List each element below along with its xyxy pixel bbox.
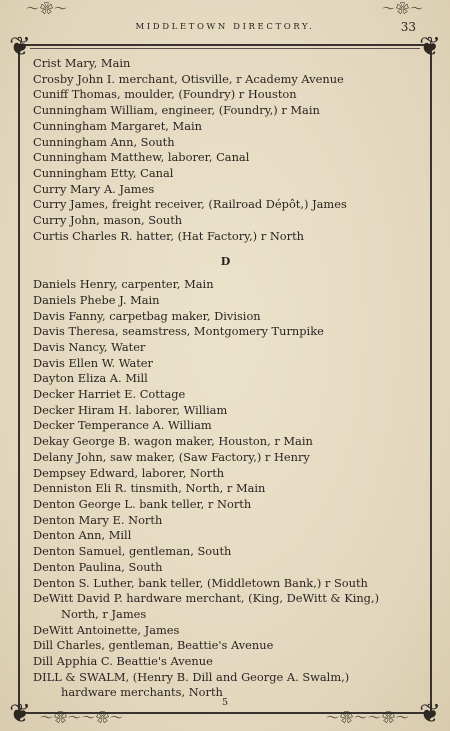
list-item: Cunningham Etty, Canal [33, 165, 174, 180]
list-item: Davis Theresa, seamstress, Montgomery Turnpike [33, 324, 324, 339]
list-item: Denniston Eli R. tinsmith, North, r Main [33, 481, 266, 496]
list-item: Denton Samuel, gentleman, South [33, 544, 232, 559]
list-item: Crosby John I. merchant, Otisville, r Academy Avenue [33, 71, 344, 86]
list-item-continuation: hardware merchants, North [61, 685, 223, 700]
running-head: MIDDLETOWN DIRECTORY. [135, 22, 315, 32]
list-item: Davis Nancy, Water [33, 339, 146, 354]
flourish-ornament-icon: 〜❀〜 [26, 2, 69, 17]
list-item: Delany John, saw maker, (Saw Factory,) r Henry [33, 449, 310, 464]
list-item: Curry Mary A. James [33, 181, 155, 196]
list-item: Dill Apphia C. Beattie's Avenue [33, 654, 213, 669]
directory-entries [33, 56, 418, 701]
border-top [20, 44, 430, 46]
page-number: 33 [400, 20, 416, 34]
list-item: DeWitt Antoinette, James [33, 622, 180, 637]
signature-mark: 5 [221, 697, 229, 708]
corner-ornament-icon: ❦ [9, 699, 31, 729]
list-item: Cunningham Ann, South [33, 134, 175, 149]
list-item: DeWitt David P. hardware merchant, (King, DeWitt & King,) [33, 591, 380, 606]
list-item: Davis Fanny, carpetbag maker, Division [33, 308, 261, 323]
flourish-ornament-icon: 〜❀〜〜❀〜 [40, 711, 125, 726]
flourish-ornament-icon: 〜❀〜 [381, 2, 424, 17]
list-item: Decker Harriet E. Cottage [33, 387, 186, 402]
list-item: Cunningham Matthew, laborer, Canal [33, 150, 250, 165]
list-item: Curry James, freight receiver, (Railroad Dépôt,) James [33, 197, 347, 212]
corner-ornament-icon: ❦ [419, 699, 441, 729]
list-item: Denton Ann, Mill [33, 528, 132, 543]
list-item: Denton Mary E. North [33, 512, 163, 527]
section-heading: D [220, 255, 231, 269]
list-item: Denton Paulina, South [33, 559, 163, 574]
list-item: Curtis Charles R. hatter, (Hat Factory,) r North [33, 228, 304, 243]
page-header [0, 22, 450, 40]
list-item: Cuniff Thomas, moulder, (Foundry) r Houston [33, 87, 297, 102]
list-item: Davis Ellen W. Water [33, 355, 153, 370]
list-item: Dekay George B. wagon maker, Houston, r Main [33, 434, 313, 449]
corner-ornament-icon: ❦ [419, 32, 441, 62]
border-left [18, 44, 20, 714]
list-item: Dayton Eliza A. Mill [33, 371, 148, 386]
list-item: Curry John, mason, South [33, 213, 183, 228]
border-top-inner [30, 48, 420, 49]
list-item: DILL & SWALM, (Henry B. Dill and George A. Swalm,) [33, 669, 350, 684]
list-item: Decker Hiram H. laborer, William [33, 402, 228, 417]
list-item: Denton S. Luther, bank teller, (Middletown Bank,) r South [33, 575, 368, 590]
list-item: Daniels Phebe J. Main [33, 292, 160, 307]
border-right [430, 44, 432, 714]
list-item: Daniels Henry, carpenter, Main [33, 277, 214, 292]
list-item: Dempsey Edward, laborer, North [33, 465, 225, 480]
corner-ornament-icon: ❦ [9, 32, 31, 62]
flourish-ornament-icon: 〜❀〜〜❀〜 [325, 711, 410, 726]
list-item: Cunningham William, engineer, (Foundry,) r Main [33, 103, 320, 118]
list-item: Dill Charles, gentleman, Beattie's Avenue [33, 638, 274, 653]
list-item: Denton George L. bank teller, r North [33, 496, 252, 511]
list-item: Cunningham Margaret, Main [33, 118, 202, 133]
list-item: Decker Temperance A. William [33, 418, 212, 433]
list-item-continuation: North, r James [61, 606, 147, 621]
list-item: Crist Mary, Main [33, 56, 131, 70]
